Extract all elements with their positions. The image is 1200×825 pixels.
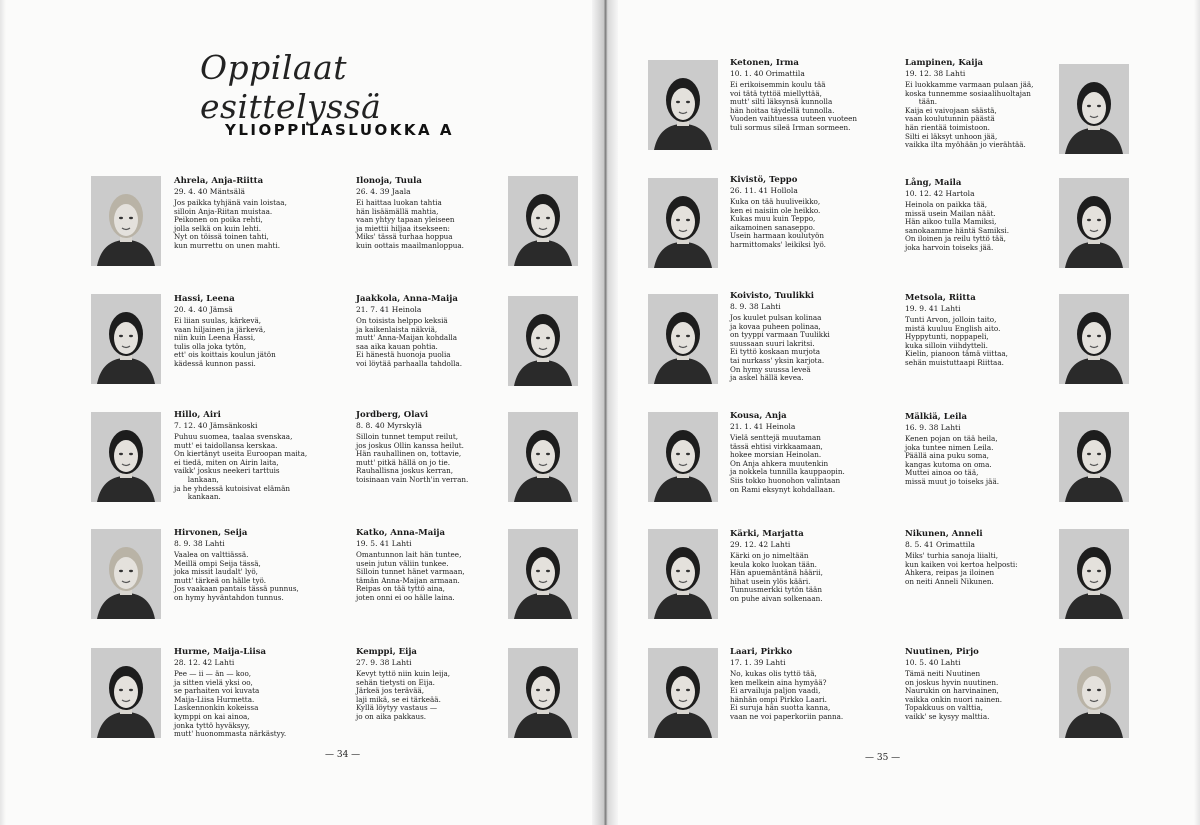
student-entry (356, 410, 506, 485)
student-entry (730, 529, 880, 604)
portrait-image (91, 176, 161, 266)
student-name: Ahrela, Anja-Riitta (174, 176, 264, 186)
student-poem: Tämä neiti Nuutinen on joskus hyvin nuutinen. Naurukin on harvinainen, vaikka onkin nuori nainen. Topakkuus on valttia, vaikk' se kysyy malttia. (905, 669, 1003, 721)
student-birth-info: 8. 9. 38 Lahti (730, 302, 781, 311)
student-name: Lång, Maila (905, 178, 962, 188)
student-poem: Puhuu suomea, taalaa svenskaa, mutt' ei taidollansa kerskaa. On kiertänyt useita Euroopan maita, ei tiedä, miten on Airin laita, vaikk' joskus neekeri tarttuis lankaan, ja he yhdessä kutoisivat elämän kankaan. (174, 432, 308, 502)
student-birth-info: 17. 1. 39 Lahti (730, 658, 786, 667)
student-entry (905, 58, 1055, 150)
student-birth-info: 10. 12. 42 Hartola (905, 189, 975, 198)
student-name: Koivisto, Tuulikki (730, 291, 814, 301)
page-edge-right (1194, 0, 1200, 825)
student-portrait-photo (91, 529, 161, 619)
student-entry (174, 294, 324, 369)
student-portrait-photo (508, 296, 578, 386)
portrait-image (508, 296, 578, 386)
student-portrait-photo (648, 60, 718, 150)
portrait-image (648, 60, 718, 150)
student-birth-info: 26. 11. 41 Hollola (730, 186, 798, 195)
student-entry (730, 411, 880, 494)
student-name: Kivistö, Teppo (730, 175, 798, 185)
student-birth-info: 8. 9. 38 Lahti (174, 539, 225, 548)
student-name: Laari, Pirkko (730, 647, 793, 657)
student-poem: Miks' turhia sanoja liialti, kun kaiken voi kertoa helposti: Ahkera, reipas ja iloinen on neiti Anneli Nikunen. (905, 551, 1018, 586)
student-birth-info: 26. 4. 39 Jaala (356, 187, 411, 196)
student-name: Lampinen, Kaija (905, 58, 984, 68)
student-portrait-photo (648, 648, 718, 738)
student-entry (905, 293, 1055, 368)
student-name: Nikunen, Anneli (905, 529, 983, 539)
student-portrait-photo (508, 648, 578, 738)
student-poem: Kärki on jo nimeltään keula koko luokan tään. Hän apuemäntänä häärii, hihat usein ylös kääri. Tunnusmerkki tytön tään on puhe aivan solkenaan. (730, 551, 823, 603)
portrait-image (508, 412, 578, 502)
portrait-image (648, 529, 718, 619)
student-name: Hassi, Leena (174, 294, 235, 304)
student-entry (730, 175, 880, 250)
student-poem: Kenen pojan on tää heila, joka tuntee nimen Leila. Päällä aina puku soma, kangas kutoma on oma. Muttei ainoa oo tää, missä muut jo toiseks jää. (905, 434, 1000, 486)
portrait-image (1059, 178, 1129, 268)
student-entry (905, 647, 1055, 722)
student-name: Kousa, Anja (730, 411, 787, 421)
student-entry (356, 294, 506, 369)
student-birth-info: 8. 5. 41 Orimattila (905, 540, 976, 549)
portrait-image (91, 648, 161, 738)
student-entry (174, 528, 324, 603)
student-entry (730, 291, 880, 383)
student-poem: Silloin tunnet temput reilut, jos joskus Ollin kanssa heilut. Hän rauhallinen on, tottavie, mutt' pitkä hällä on jo tie. Rauhallisna joskus kerran, toisinaan vain North'in verran. (356, 432, 469, 484)
class-heading: YLIOPPILASLUOKKA A (225, 121, 454, 139)
student-portrait-photo (508, 412, 578, 502)
student-poem: Jos kuulet pulsan kolinaa ja kovaa puheen polinaa, on tyyppi varmaan Tuulikki suussaan suuri lakritsi. Ei tyttö koskaan murjota tai nurkass' yksin karjota. On hymy suussa leveä ja askel hällä kevea. (730, 313, 830, 383)
student-portrait-photo (508, 176, 578, 266)
student-poem: Ei erikoisemmin koulu tää voi tätä tyttöä miellyttää, mutt' silti läksynsä kunnolla hän hoitaa täydellä tunnolla. Vuoden vaihtuessa uuteen vuoteen tuli sormus sileä Irman sormeen. (730, 80, 858, 132)
student-entry (730, 647, 880, 722)
portrait-image (91, 412, 161, 502)
portrait-image (1059, 529, 1129, 619)
student-birth-info: 20. 4. 40 Jämsä (174, 305, 233, 314)
student-birth-info: 10. 1. 40 Orimattila (730, 69, 805, 78)
student-birth-info: 28. 12. 42 Lahti (174, 658, 235, 667)
page-edge-left (0, 0, 6, 825)
student-name: Hurme, Maija-Liisa (174, 647, 266, 657)
student-entry (356, 647, 506, 722)
portrait-image (1059, 412, 1129, 502)
student-entry (905, 412, 1055, 487)
student-poem: No, kukas olis tyttö tää, ken melkein aina hymyää? Ei arvailuja paljon vaadi, hänhän ompi Pirkko Laari. Ei suruja hän suotta kanna, vaan ne voi paperkoriin panna. (730, 669, 844, 721)
student-birth-info: 21. 1. 41 Heinola (730, 422, 796, 431)
student-poem: Kevyt tyttö niin kuin leija, sehän tietysti on Eija. Järkeä jos terävää, laji mikä, se ei tärkeää. Kyllä löytyy vastaus — jo on aika pakkaus. (356, 669, 451, 721)
student-portrait-photo (1059, 412, 1129, 502)
portrait-image (1059, 648, 1129, 738)
student-portrait-photo (1059, 178, 1129, 268)
student-name: Jaakkola, Anna-Maija (356, 294, 458, 304)
student-birth-info: 19. 5. 41 Lahti (356, 539, 412, 548)
student-entry (174, 647, 324, 739)
portrait-image (91, 294, 161, 384)
student-portrait-photo (91, 412, 161, 502)
student-portrait-photo (1059, 294, 1129, 384)
student-name: Ilonoja, Tuula (356, 176, 422, 186)
student-birth-info: 7. 12. 40 Jämsänkoski (174, 421, 258, 430)
student-portrait-photo (1059, 529, 1129, 619)
student-name: Jordberg, Olavi (356, 410, 429, 420)
student-birth-info: 29. 4. 40 Mäntsälä (174, 187, 245, 196)
student-entry (356, 528, 506, 603)
student-birth-info: 27. 9. 38 Lahti (356, 658, 412, 667)
student-portrait-photo (91, 176, 161, 266)
portrait-image (648, 648, 718, 738)
student-entry (174, 176, 324, 251)
page-title: Oppilaat esittelyssä (200, 48, 382, 126)
student-poem: Ei haittaa luokan tahtia hän lisäämällä mahtia, vaan yhtyy tapaan yleiseen ja miettii hiljaa itsekseen: Miks' tässä turhaa hoppua kuin oottais maailmanloppua. (356, 198, 464, 250)
student-entry (174, 410, 324, 502)
student-portrait-photo (508, 529, 578, 619)
page-number-left: — 34 — (325, 750, 361, 760)
portrait-image (508, 648, 578, 738)
student-name: Metsola, Riitta (905, 293, 976, 303)
student-birth-info: 19. 9. 41 Lahti (905, 304, 961, 313)
student-poem: Tunti Arvon, jolloin taito, mistä kuuluu English aito. Hyppytunti, noppapeli, kuka silloin viihdytteli. Kielin, pianoon tämä viittaa, sehän muistuttaapi Riittaa. (905, 315, 1008, 367)
student-portrait-photo (648, 529, 718, 619)
portrait-image (1059, 64, 1129, 154)
student-poem: Ei luokkamme varmaan pulaan jää, koska tunnemme sosiaalihuoltajan tään. Kaija ei vaivojaan säästä, vaan koulutunnin päästä hän rientää toimistoon. Silti ei läksyt unhoon jää, vaikka ilta myöhään jo vierähtää. (905, 80, 1034, 150)
portrait-image (648, 294, 718, 384)
student-entry (730, 58, 880, 133)
student-birth-info: 10. 5. 40 Lahti (905, 658, 961, 667)
student-name: Hillo, Airi (174, 410, 221, 420)
student-name: Kemppi, Eija (356, 647, 417, 657)
portrait-image (91, 529, 161, 619)
student-poem: Omantunnon lait hän tuntee, usein jutun väliin tunkee. Silloin tunnet hänet varmaan, tämän Anna-Maijan armaan. Reipas on tää tyttö aina, joten onni ei oo hälle laina. (356, 550, 465, 602)
student-entry (905, 529, 1055, 586)
student-poem: Vielä senttejä muutaman tässä ehtisi virkkaamaan, hokee morsian Heinolan. On Anja ahkera muutenkin ja nokkela tunnilla kauppaopin. Siis tokko huonohon valintaan on Rami eksynyt kohdallaan. (730, 433, 845, 494)
student-birth-info: 29. 12. 42 Lahti (730, 540, 791, 549)
student-name: Nuutinen, Pirjo (905, 647, 979, 657)
student-name: Katko, Anna-Maija (356, 528, 446, 538)
student-portrait-photo (648, 412, 718, 502)
portrait-image (1059, 294, 1129, 384)
student-birth-info: 16. 9. 38 Lahti (905, 423, 961, 432)
student-poem: Jos paikka tyhjänä vain loistaa, silloin Anja-Riitan muistaa. Peikonen on poika rehti, jolla selkä on kuin lehti. Nyt on töissä toinen tahti, kun murrettu on unen mahti. (174, 198, 287, 250)
student-portrait-photo (648, 294, 718, 384)
student-entry (905, 178, 1055, 253)
student-portrait-photo (1059, 648, 1129, 738)
student-portrait-photo (1059, 64, 1129, 154)
student-poem: Vaalea on valttiässä. Meillä ompi Seija tässä, joka missit laudalt' lyö, mutt' tärkeä on hälle työ. Jos vaakaan pantais tässä punnus, on hymy hyväntahdon tunnus. (174, 550, 299, 602)
student-birth-info: 21. 7. 41 Heinola (356, 305, 422, 314)
student-poem: Heinola on paikka tää, missä usein Mailan näät. Hän aikoo tulla Mamiksi, sanokaamme häntä Samiksi. On iloinen ja reilu tyttö tää, joka harvoin toiseks jää. (905, 200, 1009, 252)
student-name: Hirvonen, Seija (174, 528, 248, 538)
student-poem: Pee — ii — än — koo, ja sitten vielä yksi oo, se parhaiten voi kuvata Maija-Liisa Hurmetta. Laskennonkin kokeissa kymppi on kai ainoa, jonka tyttö hyväksyy, mutt' huonommasta närkästyy. (174, 669, 287, 739)
student-birth-info: 19. 12. 38 Lahti (905, 69, 966, 78)
portrait-image (648, 178, 718, 268)
page-number-right: — 35 — (865, 753, 901, 763)
student-portrait-photo (91, 294, 161, 384)
student-portrait-photo (91, 648, 161, 738)
student-portrait-photo (648, 178, 718, 268)
book-gutter (592, 0, 618, 825)
student-birth-info: 8. 8. 40 Myrskylä (356, 421, 423, 430)
student-entry (356, 176, 506, 251)
student-poem: Kuka on tää huuliveikko, ken ei naisiin ole heikko. Kukas muu kuin Teppo, aikamoinen sanaseppo. Usein harmaan koulutyön harmittomaks' leikiksi lyö. (730, 197, 826, 249)
portrait-image (508, 176, 578, 266)
student-poem: On toisista helppo keksiä ja kaikenlaista näkviä, mutt' Anna-Maijan kohdalla saa aika kauan pohtia. Ei hänestä huonoja puolia voi löytää parhaalla tahdolla. (356, 316, 462, 368)
student-name: Ketonen, Irma (730, 58, 799, 68)
student-poem: Ei liian suulas, kärkevä, vaan hiljainen ja järkevä, niin kuin Leena Hassi, tulis olla joka tytön, ett' ois koittais koulun jätön kädessä kunnon passi. (174, 316, 276, 368)
student-name: Mälkiä, Leila (905, 412, 968, 422)
portrait-image (648, 412, 718, 502)
portrait-image (508, 529, 578, 619)
student-name: Kärki, Marjatta (730, 529, 804, 539)
